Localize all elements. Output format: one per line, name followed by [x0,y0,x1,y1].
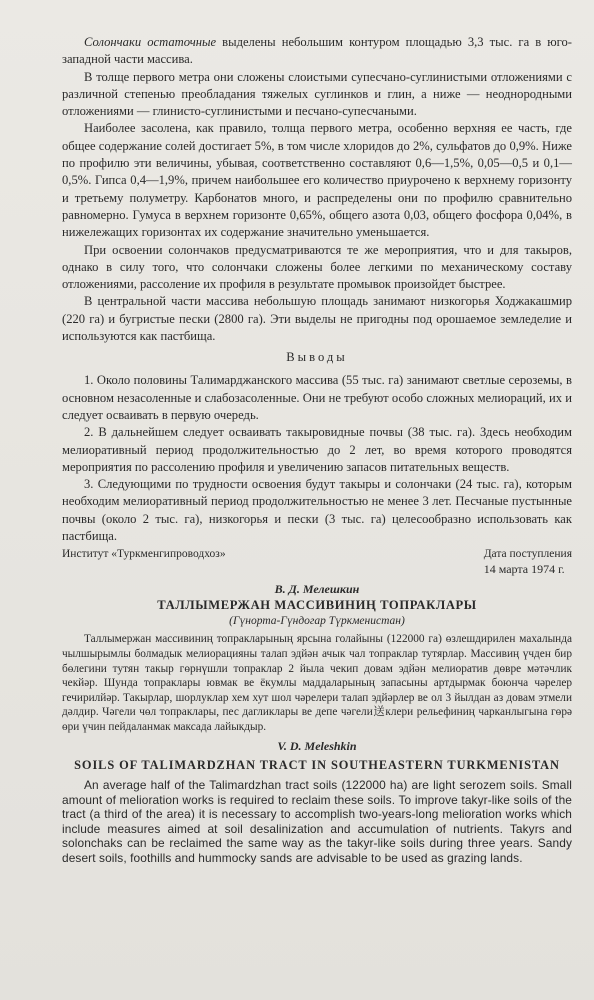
paragraph-first-meter: В толще первого метра они сложены слоистыми супесчано-суглинистыми отложениями с различной степенью преобладания тяжелых суглинков и глин, а ниже — неоднородными отложениями — глинисто-суглинистыми и песчано-супесчаными. [62,69,572,119]
conclusions-title: Выводы [286,350,348,365]
turkmen-abstract: Таллымержан массивиниң топракларының ярсына голайыны (122000 га) өзлешдирилен махалында чылшырымлы болмадык мелиорацияны талап эдйән ачык чал топраклар тутярлар. Массивиң үчден бир бөлегини тутян такыр гөрнүшли топраклар 2 йыла чекип довам эдйән мелиоратив дөвре мәтәчлик чекйәр. Шунда топраклары ювмак ве ёкумлы маддаларының запасыны артдырмак боюнча чәрелер гечирилйәр. Такырлар, шорлуклар хем хут шол чәрелери талап эдйәрлер ве ол 3 йылдан аз довам этмели дәлдир. Чәгели чөл топраклары, пес дагликлары ве депе чәгели送клери рельефиниң чарканлыгына гөрә өри үчин пейдаланмак максада лайыкдыр. [62,633,572,733]
received-date: 14 марта 1974 г. [483,562,565,577]
conclusion-3: 3. Следующими по трудности освоения будут такыры и солончаки (24 тыс. га), которым необходим мелиоративный период продолжительностью не менее 3 лет. Песчаные пустынные почвы (около 2 тыс. га), низкогорья и пески (3 тыс. га) целесообразно использовать как пастбища. [62,477,572,544]
turkmen-title: ТАЛЛЫМЕРЖАН МАССИВИНИҢ ТОПРАКЛАРЫ [157,598,477,613]
paragraph-salinity: Наиболее засолена, как правило, толща первого метра, особенно верхняя ее часть, где общее содержание солей достигает 5%, в том числе хлоридов до 2%, сульфатов до 0,9%. Ниже по профилю эти величины, убывая, соответственно составляют 0,6—1,5%, 0,05—0,5 и 0,1—0,5%. Гипса 0,4—1,9%, причем наибольшее его количество приурочено к верхнему горизонту и третьему полуметру. Карбонатов много, и распределены они по профилю сравнительно равномерно. Гумуса в верхнем горизонте 0,65%, общего азота 0,03, общего фосфора 0,04%, в нижележащих горизонтах их содержание значительно уменьшается. [62,121,572,240]
paragraph-central-part: В центральной части массива небольшую площадь занимают низкогорья Ходжакашмир (220 га) и бугристые пески (2800 га). Эти выделы не пригодны под орошаемое земледелие и используются как пастбища. [62,294,572,344]
english-title: SOILS OF TALIMARDZHAN TRACT IN SOUTHEASTERN TURKMENISTAN [74,758,560,773]
english-author: V. D. Meleshkin [277,739,357,754]
received-label: Дата поступления [483,548,572,561]
english-abstract: An average half of the Talimardzhan tract soils (122000 ha) are light serozem soils. Small amount of melioration works is required to reclaim these soils. To improve takyr-like soils of the tract (a third of the area) it is necessary to accomplish two-years-long melioration works which include measures aimed at soil desalinization and accumulation of nutrients. Takyrs and solonchaks can be reclaimed the same way as the takyr-like soils during three years. Sandy desert soils, foothills and hummocky sands are advisable to be used as grazing lands. [62,778,572,865]
article-footer [62,547,572,577]
turkmen-author: В. Д. Мелешкин [274,582,360,597]
received-block [484,547,572,577]
conclusion-1: 1. Около половины Талимарджанского массива (55 тыс. га) занимают светлые сероземы, в основном незасоленные и слабозасоленные. Они не требуют особо сложных мелиораций, их и следует осваивать в первую очередь. [62,373,572,422]
paragraph-reclamation: При освоении солончаков предусматриваются те же мероприятия, что и для такыров, однако в силу того, что солончаки сложены более легкими по механическому составу отложениями, рассоление их профиля в результате промывок произойдет быстрее. [62,242,572,292]
conclusion-2: 2. В дальнейшем следует осваивать такыровидные почвы (38 тыс. га). Здесь необходим мелиоративный период продолжительностью до 2 лет, во время которого проводятся мероприятия по рассолению профиля и увеличению запасов питательных веществ. [62,425,572,474]
paragraph-text: выделены небольшим контуром площадью 3,3 тыс. га в юго-западной части массива. [62,35,572,67]
term-residual-solonchaks: Солончаки остаточные [84,35,217,49]
institute-affiliation: Институт «Туркменгипроводхоз» [62,548,226,561]
turkmen-subtitle: (Гүнорта-Гүндогар Түркменистан) [229,615,405,628]
paragraph-residual-solonchaks [62,34,572,69]
